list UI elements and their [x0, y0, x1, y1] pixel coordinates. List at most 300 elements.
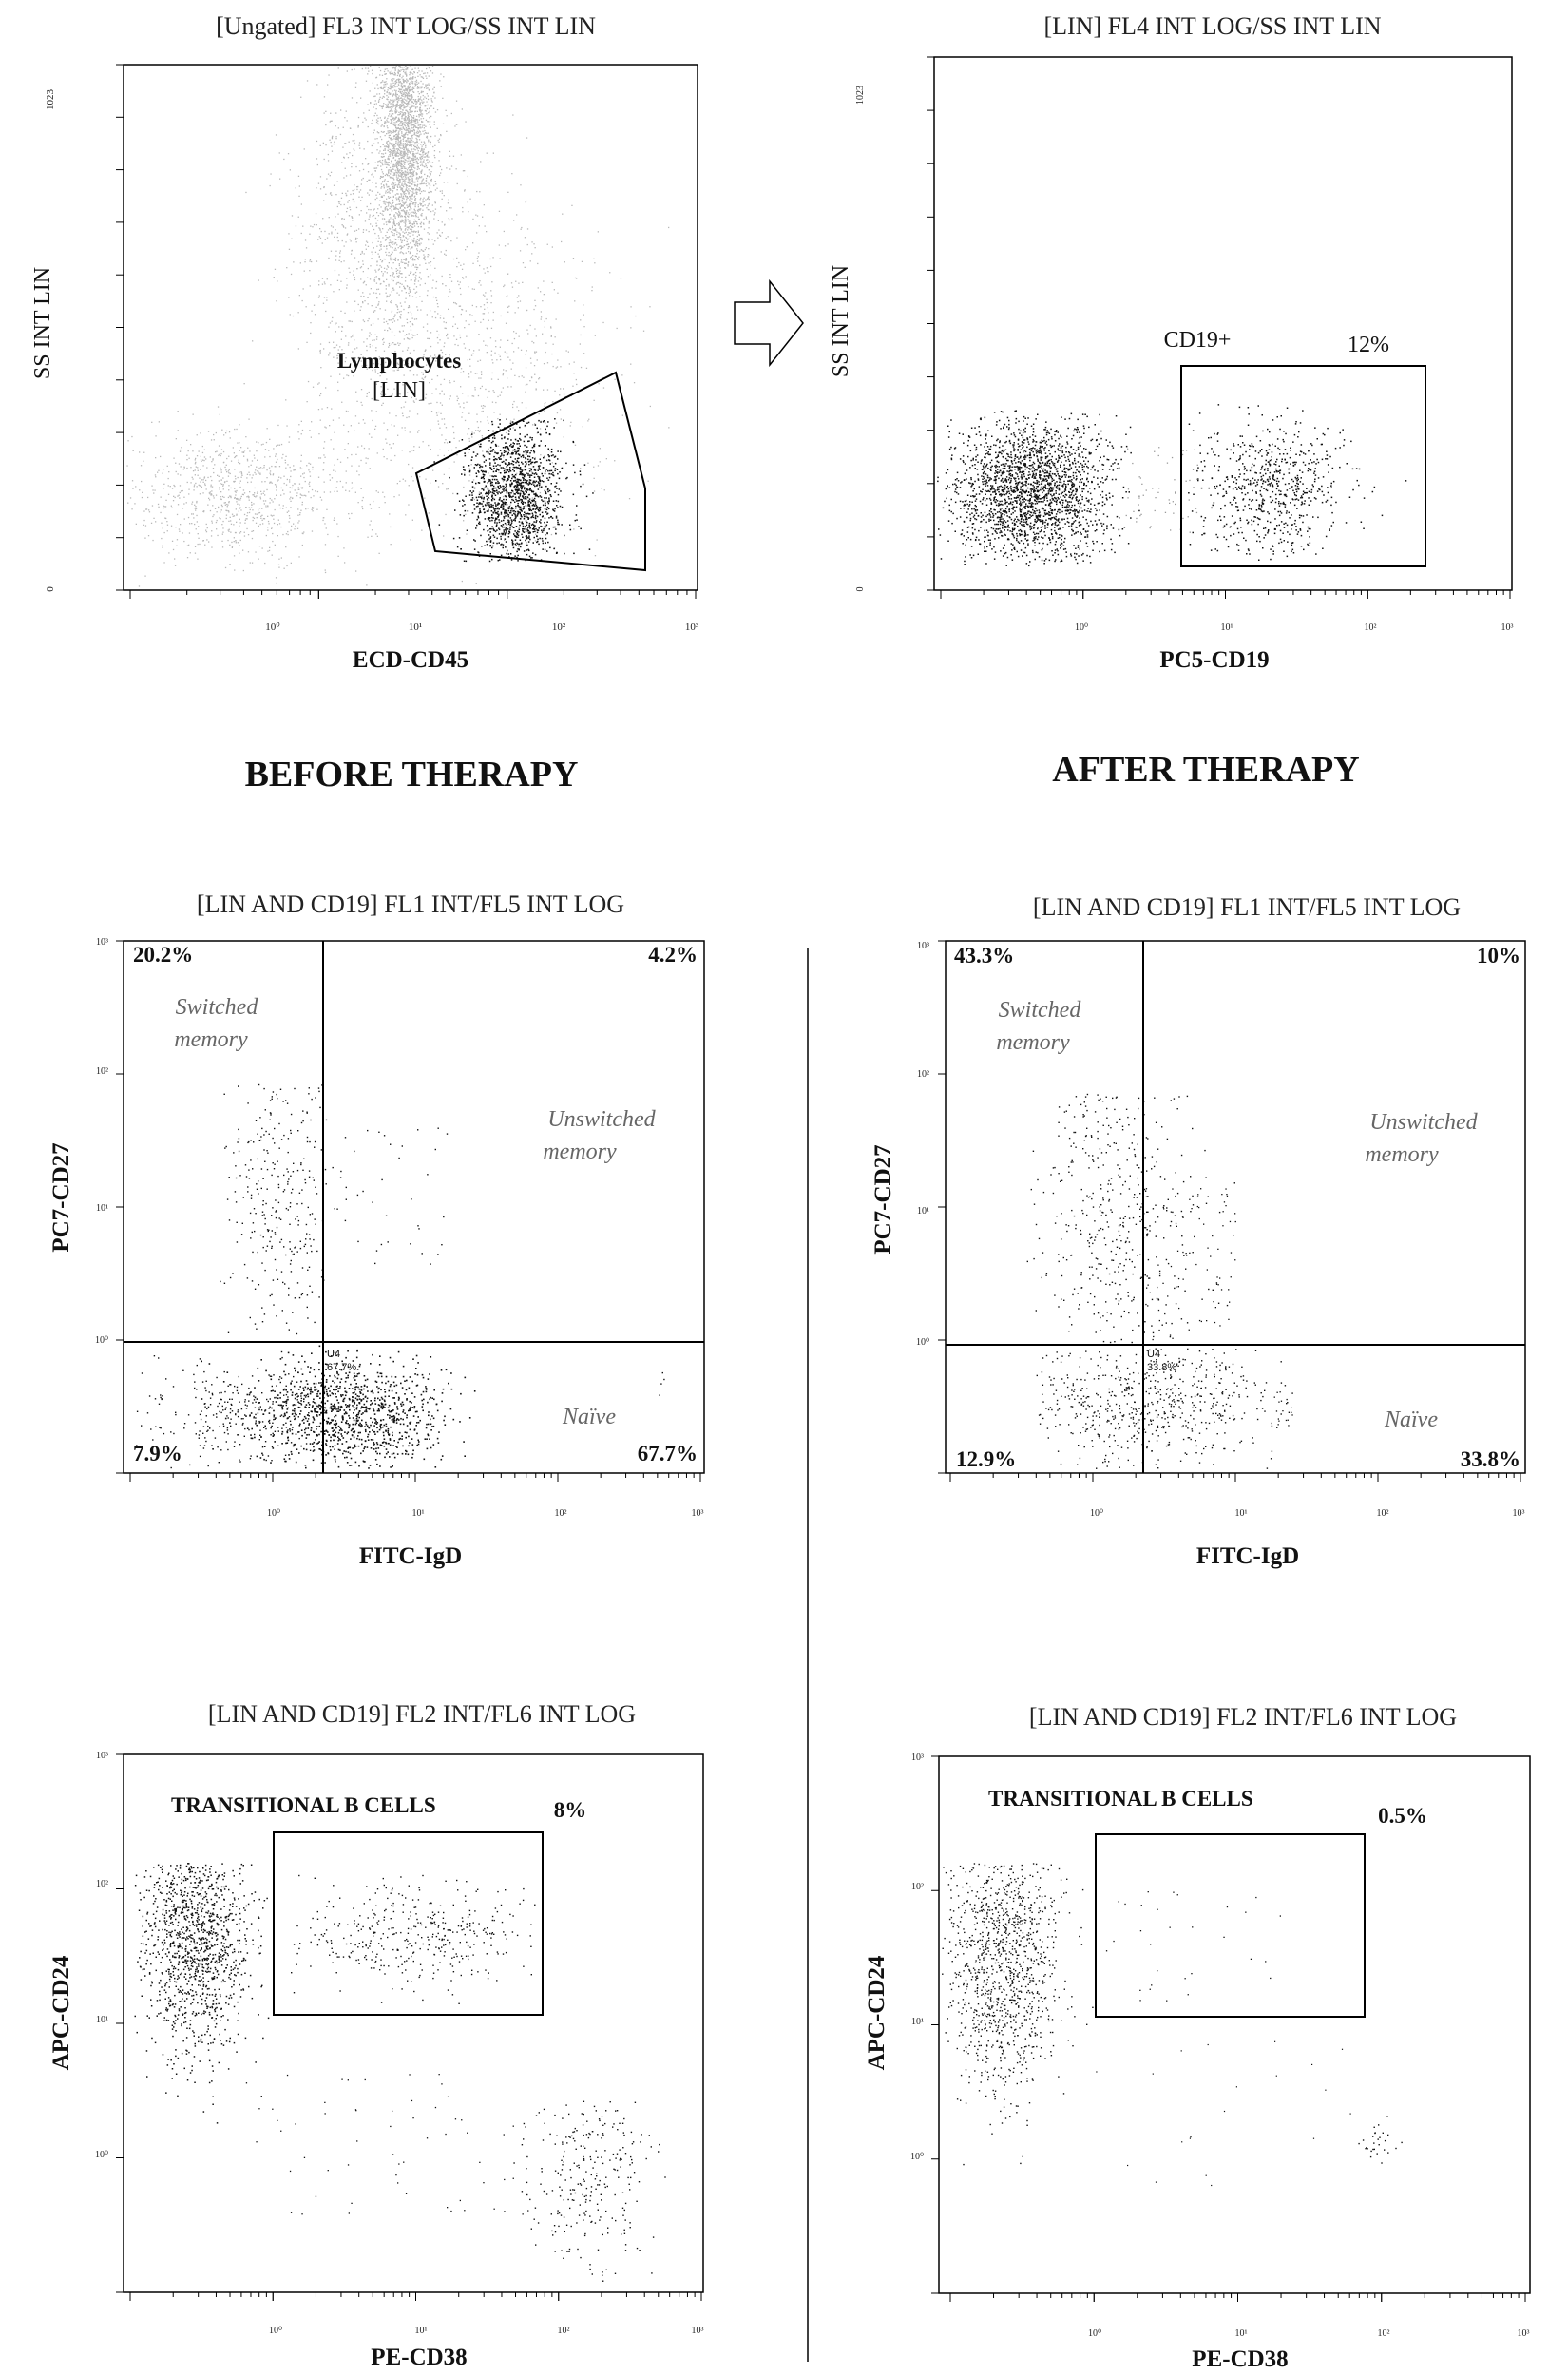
event-dot	[161, 497, 162, 498]
event-dot	[378, 161, 379, 162]
event-dot	[364, 148, 365, 149]
event-dot	[418, 96, 419, 97]
event-dot	[352, 69, 353, 70]
event-dot	[327, 84, 328, 85]
event-dot	[398, 132, 399, 133]
event-dot	[412, 151, 413, 152]
event-dot	[512, 407, 513, 408]
event-dot	[349, 142, 350, 143]
event-dot	[454, 125, 455, 126]
event-dot	[580, 319, 581, 320]
event-dot	[178, 504, 179, 505]
event-dot	[421, 86, 422, 87]
event-dot	[513, 419, 514, 420]
event-dot	[335, 138, 336, 139]
event-dot	[375, 195, 376, 196]
event-dot	[395, 250, 396, 251]
event-dot	[395, 90, 396, 91]
event-dot	[375, 293, 376, 294]
event-dot	[369, 194, 370, 195]
event-dot	[290, 470, 291, 471]
event-dot	[575, 445, 576, 446]
event-dot	[382, 171, 383, 172]
event-dot	[397, 101, 398, 102]
event-dot	[420, 243, 421, 244]
event-dot	[176, 471, 177, 472]
event-dot	[379, 244, 380, 245]
event-dot	[287, 479, 288, 480]
event-dot	[371, 123, 372, 124]
event-dot	[415, 245, 416, 246]
event-dot	[488, 320, 489, 321]
event-dot	[276, 495, 277, 496]
event-dot	[530, 260, 531, 261]
event-dot	[380, 178, 381, 179]
event-dot	[131, 508, 132, 509]
event-dot	[435, 288, 436, 289]
event-dot	[419, 296, 420, 297]
event-dot	[401, 77, 402, 78]
event-dot	[413, 167, 414, 168]
event-dot	[559, 394, 560, 395]
event-dot	[264, 518, 265, 519]
event-dot	[379, 67, 380, 68]
event-dot	[243, 489, 244, 490]
event-dot	[416, 213, 417, 214]
event-dot	[352, 335, 353, 336]
event-dot	[374, 130, 375, 131]
event-dot	[412, 179, 413, 180]
event-dot	[300, 476, 301, 477]
event-dot	[277, 524, 278, 525]
event-dot	[487, 416, 488, 417]
event-dot	[228, 456, 229, 457]
event-dot	[388, 205, 389, 206]
event-dot	[481, 406, 482, 407]
event-dot	[437, 342, 438, 343]
event-dot	[197, 434, 198, 435]
event-dot	[218, 406, 219, 407]
event-dot	[402, 136, 403, 137]
event-dot	[289, 515, 290, 516]
event-dot	[408, 92, 409, 93]
event-dot	[366, 119, 367, 120]
event-dot	[426, 160, 427, 161]
event-dot	[234, 537, 235, 538]
event-dot	[405, 221, 406, 222]
event-dot	[448, 309, 449, 310]
event-dot	[385, 179, 386, 180]
event-dot	[376, 246, 377, 247]
event-dot	[181, 466, 182, 467]
event-dot	[397, 189, 398, 190]
event-dot	[483, 340, 484, 341]
event-dot	[408, 312, 409, 313]
event-dot	[451, 165, 452, 166]
event-dot	[260, 516, 261, 517]
event-dot	[276, 577, 277, 578]
event-dot	[493, 450, 494, 451]
event-dot	[432, 280, 433, 281]
event-dot	[415, 156, 416, 157]
event-dot	[435, 317, 436, 318]
event-dot	[411, 145, 412, 146]
event-dot	[302, 533, 303, 534]
event-dot	[420, 158, 421, 159]
event-dot	[378, 318, 379, 319]
event-dot	[393, 229, 394, 230]
event-dot	[389, 208, 390, 209]
event-dot	[386, 164, 387, 165]
event-dot	[479, 349, 480, 350]
event-dot	[228, 529, 229, 530]
event-dot	[416, 269, 417, 270]
event-dot	[410, 132, 411, 133]
event-dot	[420, 96, 421, 97]
event-dot	[452, 493, 453, 494]
event-dot	[400, 245, 401, 246]
event-dot	[464, 327, 465, 328]
event-dot	[167, 530, 168, 531]
event-dot	[413, 193, 414, 194]
event-dot	[341, 331, 342, 332]
event-dot	[417, 119, 418, 120]
event-dot	[434, 157, 435, 158]
event-dot	[363, 497, 364, 498]
event-dot	[357, 238, 358, 239]
event-dot	[309, 471, 310, 472]
event-dot	[420, 183, 421, 184]
event-dot	[497, 396, 498, 397]
event-dot	[200, 481, 201, 482]
event-dot	[361, 402, 362, 403]
event-dot	[269, 439, 270, 440]
event-dot	[403, 161, 404, 162]
event-dot	[278, 559, 279, 560]
event-dot	[410, 431, 411, 432]
event-dot	[400, 144, 401, 145]
event-dot	[418, 209, 419, 210]
event-dot	[374, 168, 375, 169]
event-dot	[477, 260, 478, 261]
event-dot	[387, 209, 388, 210]
event-dot	[414, 133, 415, 134]
event-dot	[248, 551, 249, 552]
event-dot	[401, 204, 402, 205]
event-dot	[421, 150, 422, 151]
event-dot	[126, 465, 127, 466]
event-dot	[482, 435, 483, 436]
event-dot	[390, 329, 391, 330]
event-dot	[403, 158, 404, 159]
event-dot	[307, 401, 308, 402]
event-dot	[391, 460, 392, 461]
event-dot	[371, 521, 372, 522]
event-dot	[323, 517, 324, 518]
event-dot	[202, 460, 203, 461]
event-dot	[598, 231, 599, 232]
event-dot	[401, 131, 402, 132]
event-dot	[228, 511, 229, 512]
event-dot	[441, 86, 442, 87]
event-dot	[410, 151, 411, 152]
event-dot	[368, 180, 369, 181]
event-dot	[393, 221, 394, 222]
event-dot	[405, 81, 406, 82]
event-dot	[302, 300, 303, 301]
event-dot	[407, 152, 408, 153]
event-dot	[371, 174, 372, 175]
event-dot	[406, 82, 407, 83]
event-dot	[411, 121, 412, 122]
event-dot	[424, 87, 425, 88]
event-dot	[353, 193, 354, 194]
event-dot	[245, 436, 246, 437]
event-dot	[294, 483, 295, 484]
event-dot	[397, 120, 398, 121]
event-dot	[392, 200, 393, 201]
event-dot	[405, 122, 406, 123]
event-dot	[405, 141, 406, 142]
event-dot	[380, 230, 381, 231]
event-dot	[232, 514, 233, 515]
event-dot	[378, 215, 379, 216]
event-dot	[363, 169, 364, 170]
event-dot	[353, 274, 354, 275]
event-dot	[389, 513, 390, 514]
event-dot	[594, 400, 595, 401]
event-dot	[400, 128, 401, 129]
event-dot	[419, 187, 420, 188]
event-dot	[389, 111, 390, 112]
event-dot	[390, 197, 391, 198]
event-dot	[428, 121, 429, 122]
event-dot	[476, 232, 477, 233]
event-dot	[396, 110, 397, 111]
event-dot	[426, 113, 427, 114]
event-dot	[395, 91, 396, 92]
event-dot	[457, 281, 458, 282]
event-dot	[390, 94, 391, 95]
event-dot	[399, 311, 400, 312]
event-dot	[367, 242, 368, 243]
event-dot	[228, 521, 229, 522]
event-dot	[411, 183, 412, 184]
event-dot	[200, 432, 201, 433]
event-dot	[394, 90, 395, 91]
event-dot	[401, 407, 402, 408]
event-dot	[175, 565, 176, 566]
event-dot	[412, 234, 413, 235]
event-dot	[249, 512, 250, 513]
event-dot	[167, 466, 168, 467]
event-dot	[526, 137, 527, 138]
event-dot	[422, 116, 423, 117]
event-dot	[347, 120, 348, 121]
event-dot	[178, 411, 179, 412]
event-dot	[411, 257, 412, 258]
event-dot	[404, 216, 405, 217]
event-dot	[195, 458, 196, 459]
event-dot	[488, 472, 489, 473]
event-dot	[402, 99, 403, 100]
event-dot	[427, 330, 428, 331]
event-dot	[410, 108, 411, 109]
event-dot	[230, 517, 231, 518]
event-dot	[402, 202, 403, 203]
event-dot	[391, 106, 392, 107]
event-dot	[428, 248, 429, 249]
event-dot	[417, 310, 418, 311]
event-dot	[188, 489, 189, 490]
event-dot	[534, 353, 535, 354]
event-dot	[381, 213, 382, 214]
event-dot	[285, 546, 286, 547]
event-dot	[270, 173, 271, 174]
event-dot	[376, 307, 377, 308]
event-dot	[397, 435, 398, 436]
event-dot	[306, 306, 307, 307]
event-dot	[377, 305, 378, 306]
event-dot	[142, 492, 143, 493]
event-dot	[309, 270, 310, 271]
event-dot	[392, 169, 393, 170]
event-dot	[473, 479, 474, 480]
event-dot	[392, 235, 393, 236]
event-dot	[433, 258, 434, 259]
event-dot	[352, 250, 353, 251]
event-dot	[294, 528, 295, 529]
event-dot	[353, 140, 354, 141]
event-dot	[402, 76, 403, 77]
event-dot	[372, 73, 373, 74]
event-dot	[411, 94, 412, 95]
event-dot	[400, 314, 401, 315]
event-dot	[390, 203, 391, 204]
event-dot	[181, 490, 182, 491]
event-dot	[238, 542, 239, 543]
event-dot	[273, 501, 274, 502]
event-dot	[376, 149, 377, 150]
event-dot	[403, 415, 404, 416]
event-dot	[271, 528, 272, 529]
event-dot	[186, 455, 187, 456]
event-dot	[409, 275, 410, 276]
event-dot	[367, 73, 368, 74]
event-dot	[630, 364, 631, 365]
event-dot	[302, 495, 303, 496]
event-dot	[401, 155, 402, 156]
event-dot	[460, 294, 461, 295]
event-dot	[227, 505, 228, 506]
event-dot	[223, 488, 224, 489]
event-dot	[195, 474, 196, 475]
event-dot	[407, 241, 408, 242]
event-dot	[329, 233, 330, 234]
event-dot	[326, 178, 327, 179]
event-dot	[386, 120, 387, 121]
event-dot	[400, 221, 401, 222]
event-dot	[392, 152, 393, 153]
event-dot	[305, 239, 306, 240]
event-dot	[248, 496, 249, 497]
event-dot	[416, 248, 417, 249]
event-dot	[379, 105, 380, 106]
event-dot	[402, 191, 403, 192]
event-dot	[412, 296, 413, 297]
event-dot	[469, 349, 470, 350]
event-dot	[261, 444, 262, 445]
event-dot	[404, 85, 405, 86]
event-dot	[595, 335, 596, 336]
event-dot	[226, 515, 227, 516]
event-dot	[407, 286, 408, 287]
event-dot	[491, 351, 492, 352]
event-dot	[384, 246, 385, 247]
event-dot	[163, 484, 164, 485]
event-dot	[413, 289, 414, 290]
event-dot	[413, 202, 414, 203]
event-dot	[421, 239, 422, 240]
event-dot	[404, 106, 405, 107]
event-dot	[469, 199, 470, 200]
event-dot	[512, 467, 513, 468]
event-dot	[378, 100, 379, 101]
event-dot	[402, 198, 403, 199]
event-dot	[401, 175, 402, 176]
event-dot	[414, 142, 415, 143]
event-dot	[378, 301, 379, 302]
event-dot	[409, 84, 410, 85]
event-dot	[395, 344, 396, 345]
event-dot	[412, 180, 413, 181]
event-dot	[381, 82, 382, 83]
event-dot	[407, 234, 408, 235]
event-dot	[229, 545, 230, 546]
event-dot	[349, 272, 350, 273]
event-dot	[158, 507, 159, 508]
event-dot	[350, 209, 351, 210]
event-dot	[401, 129, 402, 130]
event-dot	[425, 259, 426, 260]
event-dot	[387, 146, 388, 147]
event-dot	[417, 189, 418, 190]
event-dot	[351, 454, 352, 455]
event-dot	[434, 124, 435, 125]
event-dot	[415, 200, 416, 201]
event-dot	[331, 172, 332, 173]
event-dot	[352, 97, 353, 98]
event-dot	[391, 100, 392, 101]
event-dot	[220, 496, 221, 497]
event-dot	[416, 141, 417, 142]
event-dot	[423, 205, 424, 206]
event-dot	[346, 470, 347, 471]
event-dot	[386, 239, 387, 240]
event-dot	[376, 115, 377, 116]
event-dot	[421, 183, 422, 184]
event-dot	[417, 127, 418, 128]
event-dot	[415, 206, 416, 207]
event-dot	[263, 467, 264, 468]
event-dot	[419, 210, 420, 211]
event-dot	[442, 221, 443, 222]
event-dot	[547, 362, 548, 363]
event-dot	[416, 178, 417, 179]
event-dot	[373, 312, 374, 313]
event-dot	[426, 165, 427, 166]
event-dot	[400, 163, 401, 164]
